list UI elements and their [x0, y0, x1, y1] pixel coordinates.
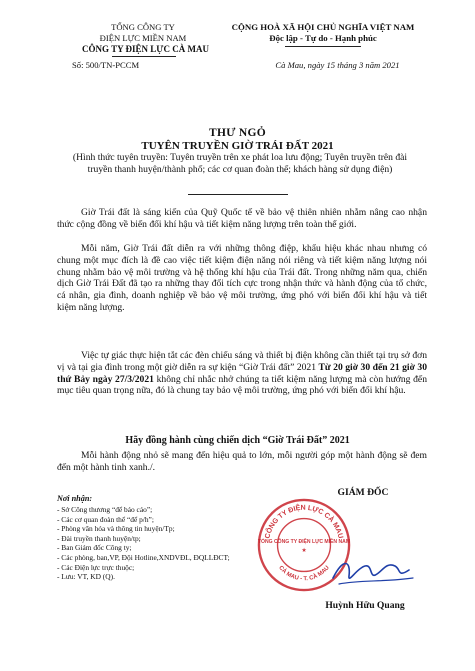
recipient-item: - Ban Giám đốc Công ty;	[57, 543, 132, 553]
body-paragraph-2: Mỗi năm, Giờ Trái đất diễn ra với những thông điệp, khẩu hiệu khác nhau nhưng có chung một mục đích là đề cao việc tiết kiệm điện năng nói riêng và tiết kiệm năng lượng nói chung nhằm bảo vệ môi trường và hệ thống khí hậu của Trái đất. Trong những năm qua, chiến dịch Giờ Trái Đất đã tạo ra những thay đổi tích cực trong nhận thức và hành động của tổ chức, cá nhân, gia đình, doanh nghiệp về bảo vệ môi trường, ứng phó với biến đổi khí hậu và tiết kiệm năng lượng.	[57, 243, 427, 313]
stamp-bottom-text: CÀ MAU - T. CÀ MAU	[277, 564, 331, 583]
campaign-slogan: Hãy đồng hành cùng chiến dịch “Giờ Trái Đất” 2021	[125, 435, 350, 446]
recipient-item: - Các cơ quan đoàn thể “để p/h”;	[57, 514, 154, 524]
paragraph-3-tail: không chỉ nhắc nhở chúng ta tiết kiệm năng lượng mà còn hướng đến mục tiêu quan trọng nữa, đó là chung tay bảo vệ môi trường, ứng phó với biến đổi khí hậu.	[57, 373, 427, 397]
document-scope-note: (Hình thức tuyên truyền: Tuyên truyền trên xe phát loa lưu động; Tuyên truyền trên đài truyền thanh huyện/thành phố; các cơ quan đoàn thể; khách hàng sử dụng điện)	[72, 152, 408, 175]
document-number: Số: 500/TN-PCCM	[72, 60, 140, 70]
place-and-date: Cà Mau, ngày 15 tháng 3 năm 2021	[275, 60, 400, 70]
recipients-heading: Nơi nhận:	[57, 494, 93, 503]
stamp-star-icon: ★	[301, 547, 307, 554]
parent-org-line2: ĐIỆN LỰC MIỀN NAM	[99, 32, 187, 43]
document-title: THƯ NGỎ	[209, 127, 266, 139]
recipient-item: - Đài truyền thanh huyện/tp;	[57, 533, 141, 543]
recipient-item: - Sở Công thương “để báo cáo”;	[57, 505, 153, 514]
event-time-highlight: Từ 20 giờ 30 đến 21 giờ 30 thứ Bảy ngày 27/3/2021	[57, 361, 427, 385]
parent-organization	[78, 22, 208, 43]
paragraph-3-lead: Việc tự giác thực hiện tắt các đèn chiếu sáng và thiết bị điện không cần thiết tại trụ sở đơn vị và tại gia đình trong một giờ diễn ra sự kiện “Giờ Trái đất” 2021	[57, 350, 427, 373]
stamp-inner-text: TỔNG CÔNG TY ĐIỆN LỰC MIỀN NAM	[257, 539, 351, 546]
stamp-outer-text: CÔNG TY ĐIỆN LỰC CÀ MAU	[264, 504, 344, 540]
body-paragraph-1: Giờ Trái đất là sáng kiến của Quỹ Quốc tế về bảo vệ thiên nhiên nhằm nâng cao nhận thức cộng đồng về biến đổi khí hậu và tiết kiệm năng lượng trên toàn thế giới.	[57, 207, 427, 230]
svg-text:CÀ MAU - T. CÀ MAU	[277, 565, 331, 582]
recipient-item: - Phòng văn hóa và thông tin huyện/Tp;	[57, 524, 175, 534]
document-subtitle: TUYÊN TRUYỀN GIỜ TRÁI ĐẤT 2021	[141, 140, 334, 152]
national-motto: Độc lập - Tự do - Hạnh phúc	[269, 33, 377, 43]
national-title: CỘNG HOÀ XÃ HỘI CHỦ NGHĨA VIỆT NAM	[231, 22, 415, 32]
signer-name: Huỳnh Hữu Quang	[325, 600, 405, 611]
recipient-item: - Lưu: VT, KD (Q).	[57, 572, 115, 582]
recipient-item: - Các phòng, ban,VP, Đội Hotline,XNDVĐL, ĐQLLĐCT;	[57, 552, 230, 562]
title-underline	[188, 194, 288, 195]
recipients-list	[57, 505, 272, 582]
organization-name: CÔNG TY ĐIỆN LỰC CÀ MAU	[82, 44, 209, 54]
handwritten-signature	[325, 548, 420, 594]
recipient-item: - Các Điện lực trực thuộc;	[57, 562, 135, 572]
body-paragraph-3	[57, 350, 427, 397]
motto-underline	[285, 46, 361, 47]
closing-paragraph: Mỗi hành động nhỏ sẽ mang đến hiệu quả to lớn, mỗi người góp một hành động sẽ đem đến một hành tinh xanh./.	[57, 450, 427, 473]
organization-underline	[112, 56, 176, 57]
parent-org-line1: TỔNG CÔNG TY	[111, 22, 175, 32]
signer-title: GIÁM ĐỐC	[337, 487, 389, 498]
